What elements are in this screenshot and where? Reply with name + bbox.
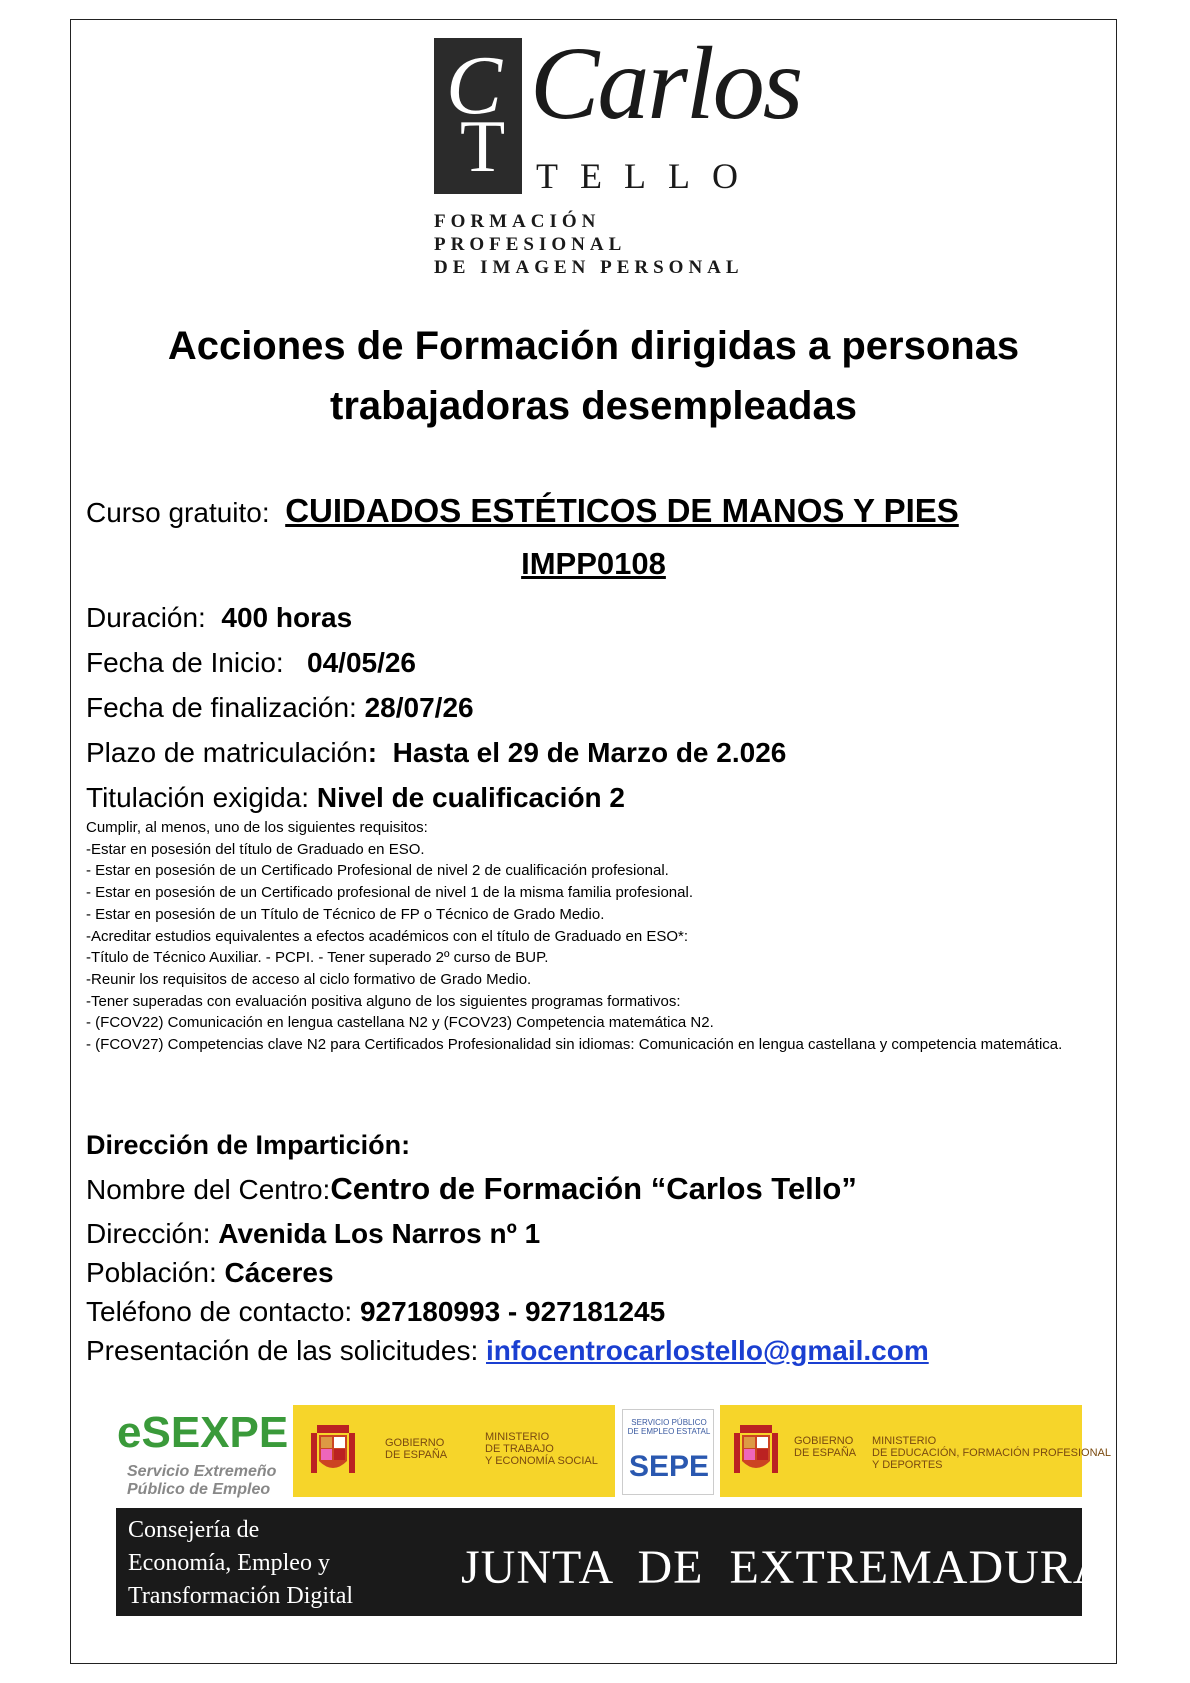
phone-value: 927180993 - 927181245 xyxy=(359,1296,666,1327)
consejeria-line2: Economía, Empleo y xyxy=(128,1550,330,1576)
course-name: CUIDADOS ESTÉTICOS DE MANOS Y PIES xyxy=(285,492,959,529)
ct-monogram xyxy=(434,38,522,194)
end-date-label: Fecha de finalización: xyxy=(86,692,357,723)
town-label: Población: xyxy=(86,1257,217,1288)
requirement-item: Cumplir, al menos, uno de los siguientes requisitos: xyxy=(86,819,428,836)
sexpe-name: SEXPE xyxy=(141,1408,289,1457)
title-line1: Acciones de Formación dirigidas a personas xyxy=(167,324,1020,368)
logo-subtitle-line1: FORMACIÓN PROFESIONAL xyxy=(434,211,627,255)
qualification-line xyxy=(86,781,625,815)
enrollment-label: Plazo de matriculación xyxy=(86,737,368,768)
end-date-value: 28/07/26 xyxy=(364,692,474,723)
qualification-label: Titulación exigida: xyxy=(86,782,310,813)
requirement-item: -Estar en posesión del título de Graduado en ESO. xyxy=(86,840,425,858)
requirement-item: -Acreditar estudios equivalentes a efectos académicos con el título de Graduado en ESO*: xyxy=(86,927,689,945)
sexpe-subtitle xyxy=(127,1463,276,1499)
requirement-item: -Reunir los requisitos de acceso al ciclo formativo de Grado Medio. xyxy=(86,970,532,988)
start-date-label: Fecha de Inicio: xyxy=(86,647,284,678)
spain-shield-icon xyxy=(734,1421,778,1481)
requirement-item: - Estar en posesión de un Título de Técnico de FP o Técnico de Grado Medio. xyxy=(86,905,605,923)
monogram-c: C xyxy=(446,39,503,132)
title-line2: trabajadoras desempleadas xyxy=(330,384,857,428)
address-value: Avenida Los Narros nº 1 xyxy=(218,1218,541,1249)
duration-label: Duración: xyxy=(86,602,206,633)
course-line xyxy=(86,494,959,530)
carlos-tello-logo xyxy=(434,26,802,278)
gobierno-educacion-logo xyxy=(720,1405,1111,1497)
gobierno-trabajo-logo xyxy=(293,1405,615,1497)
consejeria-text xyxy=(128,1514,353,1613)
sexpe-sub2: Público de Empleo xyxy=(127,1481,271,1498)
consejeria-line1: Consejería de xyxy=(128,1517,260,1543)
ministerio-educacion: MINISTERIO DE EDUCACIÓN, FORMACIÓN PROFESIONAL Y DEPORTES xyxy=(872,1435,1111,1471)
logo-carlos: Carlos xyxy=(530,26,802,141)
sepe-caption: SERVICIO PÚBLICO DE EMPLEO ESTATAL xyxy=(627,1418,711,1436)
requirement-item: -Título de Técnico Auxiliar. - PCPI. - Tener superado 2º curso de BUP. xyxy=(86,949,549,967)
requirement-item: - Estar en posesión de un Certificado Profesional de nivel 2 de cualificación profesional. xyxy=(86,862,669,880)
consejeria-line3: Transformación Digital xyxy=(128,1583,354,1609)
enrollment-colon: : xyxy=(367,737,378,768)
sexpe-e-icon: e xyxy=(117,1408,142,1457)
qualification-value: Nivel de cualificación 2 xyxy=(316,782,625,813)
junta-extremadura-banner xyxy=(116,1508,1109,1616)
sepe-name: SEPE xyxy=(628,1450,710,1483)
requirements-list xyxy=(86,817,1076,1056)
center-label: Nombre del Centro: xyxy=(86,1174,331,1205)
logo-tello: TELLO xyxy=(536,156,760,196)
course-code: IMPP0108 xyxy=(521,546,666,581)
center-line xyxy=(86,1172,857,1207)
phone-label: Teléfono de contacto: xyxy=(86,1296,353,1327)
submission-label: Presentación de las solicitudes: xyxy=(86,1335,479,1366)
requirement-item: - Estar en posesión de un Certificado profesional de nivel 1 de la misma familia profesional. xyxy=(86,884,693,902)
address-line xyxy=(86,1217,540,1251)
duration-line xyxy=(86,601,352,635)
email-link[interactable]: infocentrocarlostello@gmail.com xyxy=(486,1335,929,1366)
town-line xyxy=(86,1256,334,1290)
start-date-line xyxy=(86,646,416,680)
phone-line xyxy=(86,1295,665,1329)
submission-line xyxy=(86,1334,929,1368)
center-value: Centro de Formación “Carlos Tello” xyxy=(330,1171,857,1206)
duration-value: 400 horas xyxy=(221,602,353,633)
address-label: Dirección: xyxy=(86,1218,211,1249)
gobierno-espana-1: GOBIERNO DE ESPAÑA xyxy=(385,1437,448,1461)
requirement-item: - (FCOV22) Comunicación en lengua castellana N2 y (FCOV23) Competencia matemática N2. xyxy=(86,1014,714,1032)
requirement-item: - (FCOV27) Competencias clave N2 para Certificados Profesionalidad sin idiomas: Comunicación en lengua castellana y competencia matemática. xyxy=(86,1036,1063,1054)
town-value: Cáceres xyxy=(224,1257,334,1288)
start-date-value: 04/05/26 xyxy=(307,647,417,678)
course-label: Curso gratuito: xyxy=(86,497,270,528)
requirement-item: -Tener superadas con evaluación positiva alguno de los siguientes programas formativos: xyxy=(86,992,681,1010)
logo-subtitle xyxy=(434,210,774,279)
logo-subtitle-line2: DE IMAGEN PERSONAL xyxy=(434,257,744,278)
enrollment-line xyxy=(86,736,786,770)
monogram-t: T xyxy=(460,106,506,188)
sexpe-mark xyxy=(117,1408,289,1457)
ministerio-trabajo: MINISTERIO DE TRABAJO Y ECONOMÍA SOCIAL xyxy=(485,1431,598,1467)
sepe-logo xyxy=(622,1409,714,1495)
end-date-line xyxy=(86,691,474,725)
venue-heading: Dirección de Impartición: xyxy=(86,1130,411,1160)
sexpe-sub1: Servicio Extremeño xyxy=(127,1463,277,1480)
page-title xyxy=(70,316,1117,436)
sexpe-logo xyxy=(113,1405,289,1501)
junta-title: JUNTA DE EXTREMADURA xyxy=(461,1541,1109,1594)
enrollment-value: Hasta el 29 de Marzo de 2.026 xyxy=(392,737,787,768)
spain-shield-icon xyxy=(311,1421,355,1481)
gobierno-espana-2: GOBIERNO DE ESPAÑA xyxy=(794,1435,857,1459)
